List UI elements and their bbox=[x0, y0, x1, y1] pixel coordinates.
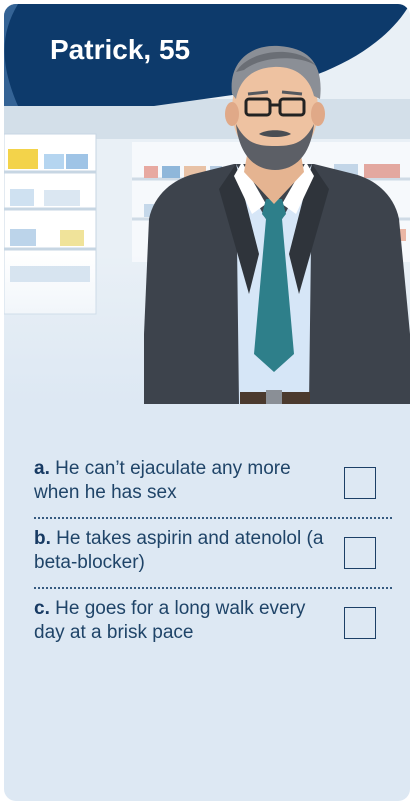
empty-checkbox-icon[interactable] bbox=[344, 467, 376, 499]
option-a-label: He can’t ejaculate any more when he has sex bbox=[34, 458, 291, 503]
option-b-text bbox=[34, 527, 329, 575]
answer-option-a bbox=[4, 449, 410, 517]
empty-checkbox-icon[interactable] bbox=[344, 607, 376, 639]
option-a-letter: a. bbox=[34, 458, 50, 479]
answer-option-b bbox=[4, 519, 410, 587]
option-b-label: He takes aspirin and atenolol (a beta-blocker) bbox=[34, 528, 324, 573]
scenario-card bbox=[4, 4, 410, 801]
option-c-label: He goes for a long walk every day at a brisk pace bbox=[34, 598, 306, 643]
answer-options-list bbox=[4, 449, 410, 657]
answer-option-c bbox=[4, 589, 410, 657]
page-title: Patrick, 55 bbox=[50, 34, 191, 65]
option-a-text bbox=[34, 457, 329, 505]
empty-checkbox-icon[interactable] bbox=[344, 537, 376, 569]
option-b-letter: b. bbox=[34, 528, 51, 549]
option-c-letter: c. bbox=[34, 598, 50, 619]
option-c-text bbox=[34, 597, 329, 645]
